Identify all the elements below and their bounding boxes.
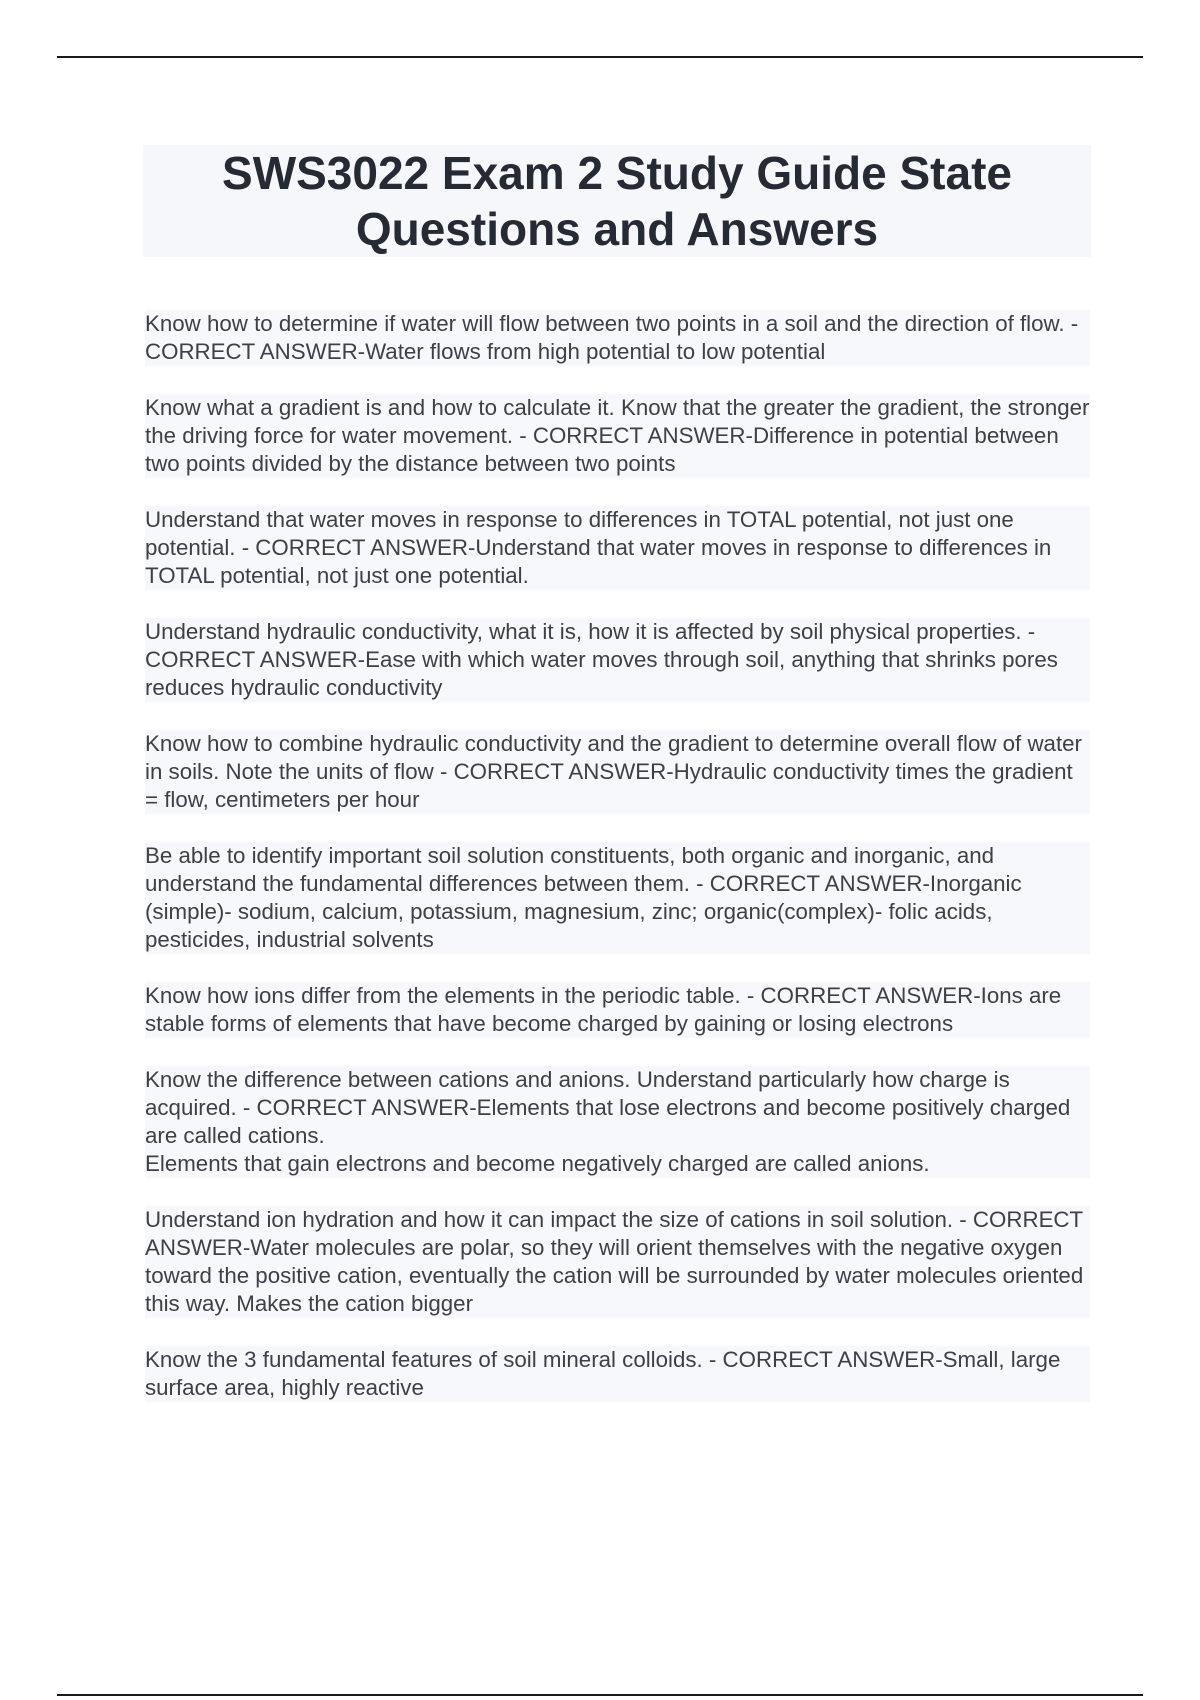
qa-item: Know the 3 fundamental features of soil mineral colloids. - CORRECT ANSWER-Small, large surface area, highly reactive <box>145 1346 1090 1402</box>
qa-item: Understand that water moves in response to differences in TOTAL potential, not just one potential. - CORRECT ANSWER-Understand that water moves in response to differences in TOTAL potential, not just one potential. <box>145 506 1090 590</box>
qa-item: Know what a gradient is and how to calculate it. Know that the greater the gradient, the stronger the driving force for water movement. - CORRECT ANSWER-Difference in potential between two points divided by the distance between two points <box>145 395 1090 476</box>
qa-item: Know how ions differ from the elements in the periodic table. - CORRECT ANSWER-Ions are stable forms of elements that have become charged by gaining or losing electrons <box>145 982 1090 1038</box>
qa-item: Understand ion hydration and how it can impact the size of cations in soil solution. - CORRECT ANSWER-Water molecules are polar, so they will orient themselves with the negative oxygen toward the positive cation, eventually the cation will be surrounded by water molecules oriented this way. Makes the cation bigger <box>145 1206 1090 1318</box>
qa-list <box>145 310 1090 1430</box>
title-banner <box>143 145 1091 257</box>
header-rule <box>57 56 1143 58</box>
qa-item: Know how to determine if water will flow between two points in a soil and the direction of flow. - CORRECT ANSWER-Water flows from high potential to low potential <box>145 310 1090 366</box>
qa-item: Be able to identify important soil solution constituents, both organic and inorganic, and understand the fundamental differences between them. - CORRECT ANSWER-Inorganic (simple)- sodium, calcium, potassium, magnesium, zinc; organic(complex)- folic acids, pesticides, industrial solvents <box>145 842 1090 954</box>
footer-rule <box>57 1694 1143 1696</box>
document-title: SWS3022 Exam 2 Study Guide State Questions and Answers <box>222 147 1012 255</box>
qa-item: Understand hydraulic conductivity, what it is, how it is affected by soil physical properties. - CORRECT ANSWER-Ease with which water moves through soil, anything that shrinks pores reduces hydraulic conductivity <box>145 618 1090 702</box>
qa-item: Know the difference between cations and anions. Understand particularly how charge is acquired. - CORRECT ANSWER-Elements that lose electrons and become positively charged are called cations. Elements that gain electrons and become negatively charged are called anions. <box>145 1066 1090 1178</box>
qa-item: Know how to combine hydraulic conductivity and the gradient to determine overall flow of water in soils. Note the units of flow - CORRECT ANSWER-Hydraulic conductivity times the gradient = flow, centimeters per hour <box>145 730 1090 814</box>
